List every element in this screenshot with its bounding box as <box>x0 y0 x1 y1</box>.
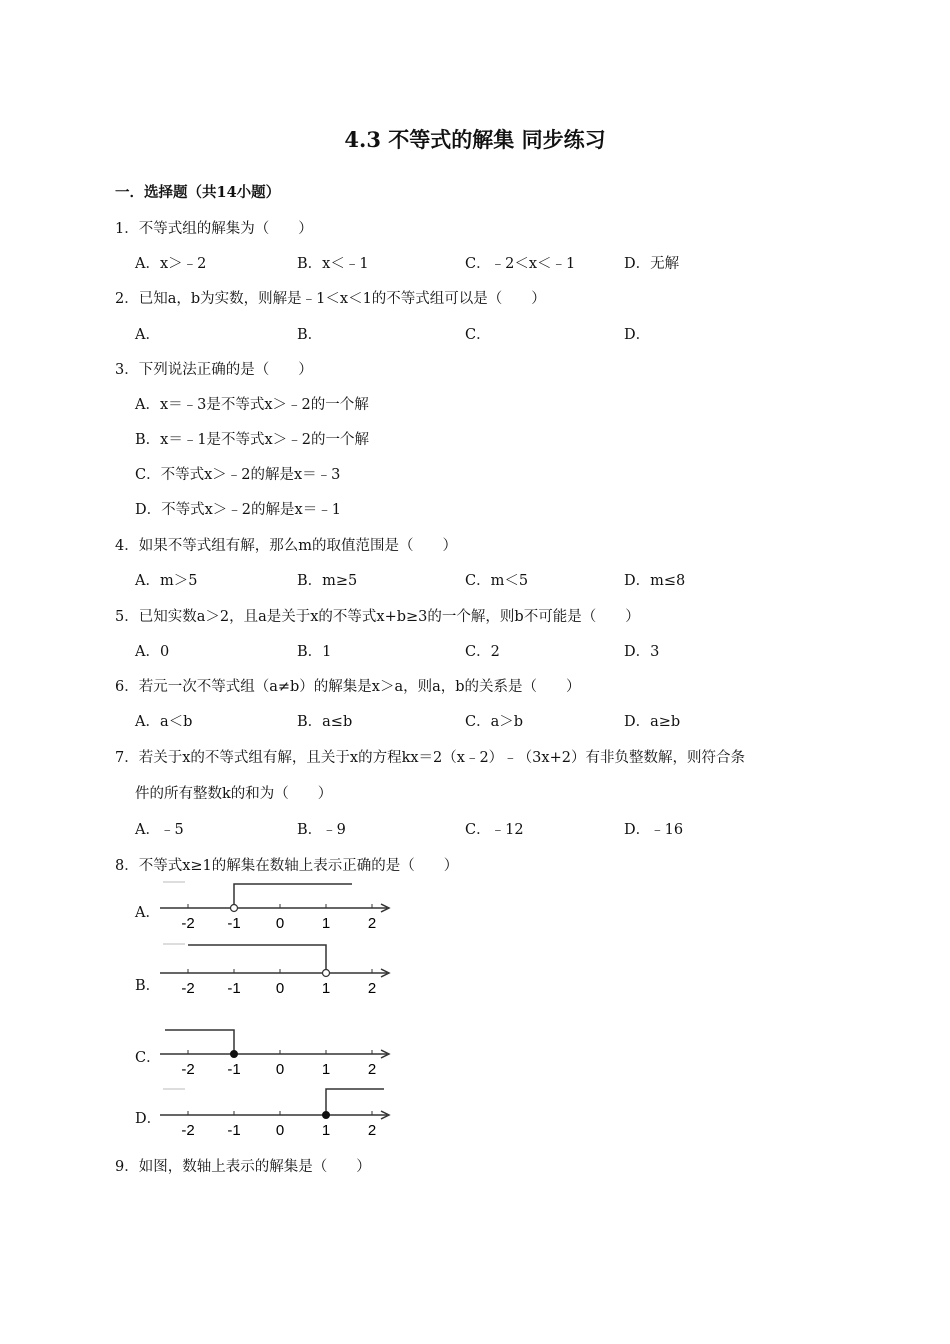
q2-option-c[interactable]: C． <box>465 327 491 343</box>
q4-option-a[interactable]: A．m＞5 <box>135 573 198 589</box>
q5-option-b[interactable]: B．1 <box>297 644 332 660</box>
q1-option-a[interactable]: A．x＞﹣2 <box>135 256 207 272</box>
question-7: 7．若关于x的不等式组有解，且关于x的方程kx＝2（x﹣2）﹣（3x+2）有非负整数解，则符合条 <box>115 750 745 766</box>
svg-text:2: 2 <box>367 1122 377 1139</box>
number-line-d <box>155 1083 395 1143</box>
svg-text:1: 1 <box>321 1061 331 1078</box>
q1-option-c[interactable]: C．﹣2＜x＜﹣1 <box>465 256 576 272</box>
q4-option-b[interactable]: B．m≥5 <box>297 573 358 589</box>
svg-text:1: 1 <box>321 980 331 997</box>
svg-text:-2: -2 <box>181 1122 195 1139</box>
page-title: 4.3 不等式的解集 同步练习 <box>344 127 606 152</box>
q4-option-d[interactable]: D．m≤8 <box>624 573 686 589</box>
question-5: 5．已知实数a＞2，且a是关于x的不等式x+b≥3的一个解，则b不可能是（ ） <box>115 609 640 625</box>
number-line-c <box>155 1022 395 1082</box>
svg-text:-1: -1 <box>227 1061 241 1078</box>
q7-option-a[interactable]: A．﹣5 <box>135 822 184 838</box>
svg-text:-2: -2 <box>181 915 195 932</box>
q5-option-d[interactable]: D．3 <box>624 644 660 660</box>
svg-text:2: 2 <box>367 915 377 932</box>
q2-option-a[interactable]: A． <box>135 327 160 343</box>
q3-option-d[interactable]: D．不等式x＞﹣2的解是x＝﹣1 <box>135 502 341 518</box>
svg-text:-1: -1 <box>227 915 241 932</box>
q8-option-a[interactable]: A． <box>135 905 160 921</box>
q6-option-c[interactable]: C．a＞b <box>465 714 524 730</box>
svg-text:2: 2 <box>367 1061 377 1078</box>
q7-option-c[interactable]: C．﹣12 <box>465 822 524 838</box>
q2-option-b[interactable]: B． <box>297 327 323 343</box>
q4-option-c[interactable]: C．m＜5 <box>465 573 529 589</box>
question-7-continued: 件的所有整数k的和为（ ） <box>135 786 333 802</box>
question-6: 6．若元一次不等式组（a≠b）的解集是x＞a，则a，b的关系是（ ） <box>115 679 581 695</box>
q7-option-b[interactable]: B．﹣9 <box>297 822 346 838</box>
svg-text:0: 0 <box>275 980 285 997</box>
q5-option-c[interactable]: C．2 <box>465 644 500 660</box>
q5-option-a[interactable]: A．0 <box>135 644 170 660</box>
svg-text:0: 0 <box>275 915 285 932</box>
svg-text:1: 1 <box>321 915 331 932</box>
question-2: 2．已知a，b为实数，则解是﹣1＜x＜1的不等式组可以是（ ） <box>115 291 546 307</box>
svg-text:2: 2 <box>367 980 377 997</box>
question-9: 9．如图，数轴上表示的解集是（ ） <box>115 1159 371 1175</box>
question-1: 1．不等式组的解集为（ ） <box>115 221 313 237</box>
q1-option-b[interactable]: B．x＜﹣1 <box>297 256 369 272</box>
q3-option-b[interactable]: B．x＝﹣1是不等式x＞﹣2的一个解 <box>135 432 369 448</box>
svg-text:1: 1 <box>321 1122 331 1139</box>
q8-option-c[interactable]: C． <box>135 1050 161 1066</box>
q6-option-b[interactable]: B．a≤b <box>297 714 353 730</box>
q6-option-a[interactable]: A．a＜b <box>135 714 193 730</box>
question-4: 4．如果不等式组有解，那么m的取值范围是（ ） <box>115 538 457 554</box>
q8-option-b[interactable]: B． <box>135 978 161 994</box>
q7-option-d[interactable]: D．﹣16 <box>624 822 684 838</box>
q3-option-c[interactable]: C．不等式x＞﹣2的解是x＝﹣3 <box>135 467 341 483</box>
q1-option-d[interactable]: D．无解 <box>624 256 680 272</box>
q2-option-d[interactable]: D． <box>624 327 651 343</box>
svg-text:0: 0 <box>275 1061 285 1078</box>
q6-option-d[interactable]: D．a≥b <box>624 714 681 730</box>
number-line-b <box>155 941 395 1001</box>
svg-text:0: 0 <box>275 1122 285 1139</box>
svg-text:-2: -2 <box>181 980 195 997</box>
svg-text:-1: -1 <box>227 1122 241 1139</box>
svg-text:-1: -1 <box>227 980 241 997</box>
section-heading: 一．选择题（共14小题） <box>115 184 281 201</box>
q3-option-a[interactable]: A．x＝﹣3是不等式x＞﹣2的一个解 <box>135 397 369 413</box>
q8-option-d[interactable]: D． <box>135 1111 162 1127</box>
svg-text:-2: -2 <box>181 1061 195 1078</box>
number-line-a <box>155 876 395 936</box>
question-8: 8．不等式x≥1的解集在数轴上表示正确的是（ ） <box>115 858 459 874</box>
question-3: 3．下列说法正确的是（ ） <box>115 362 313 378</box>
